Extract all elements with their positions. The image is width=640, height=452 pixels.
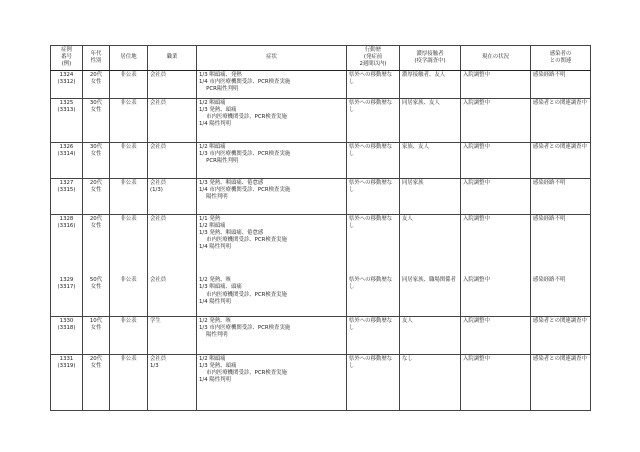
cell-age-sex: 10代 女性 bbox=[83, 316, 110, 354]
cell-case-number: 1327 (3315) bbox=[51, 178, 83, 214]
cell-age-sex: 20代 女性 bbox=[83, 70, 110, 98]
cell-age-sex: 30代 女性 bbox=[83, 142, 110, 178]
cell-symptoms: 1/2 咽頭痛 1/3 発熱、頭痛 市内医療機関受診、PCR検査実施 1/4 陽性判明 bbox=[197, 354, 347, 410]
cell-contacts: 同居家族、職場関係者 bbox=[400, 276, 461, 316]
cell-note: 感染者との関連調査中 bbox=[531, 354, 591, 410]
cell-symptoms: 1/3 発熱、咽頭痛、倦怠感 1/4 市内医療機関受診、PCR検査実施 陽性判明 bbox=[197, 178, 347, 214]
cell-age-sex: 50代 女性 bbox=[83, 276, 110, 316]
cell-note: 感染者との関連調査中 bbox=[531, 316, 591, 354]
table-header-row bbox=[51, 46, 591, 71]
header-symptoms: 症状 bbox=[197, 46, 347, 71]
cell-age-sex: 30代 女性 bbox=[83, 98, 110, 142]
cell-age-sex: 20代 女性 bbox=[83, 178, 110, 214]
cell-age-sex: 20代 女性 bbox=[83, 354, 110, 410]
cell-note: 感染経路不明 bbox=[531, 276, 591, 316]
header-current-status: 現在の状況 bbox=[461, 46, 531, 71]
cell-residence: 非公表 bbox=[110, 178, 148, 214]
cell-case-number: 1331 (3319) bbox=[51, 354, 83, 410]
cell-occupation: 学生 bbox=[148, 316, 197, 354]
cell-case-number: 1329 (3317) bbox=[51, 276, 83, 316]
table-row bbox=[51, 70, 591, 98]
cell-travel-history: 県外への移動歴なし bbox=[347, 70, 400, 98]
header-note: 感染者の との関連 bbox=[531, 46, 591, 71]
cell-case-number: 1326 (3314) bbox=[51, 142, 83, 178]
header-contacts: 濃厚接触者 (疫学調査中) bbox=[400, 46, 461, 71]
table-row bbox=[51, 142, 591, 178]
header-occupation: 職業 bbox=[148, 46, 197, 71]
table-row bbox=[51, 354, 591, 410]
cell-current-status: 入院調整中 bbox=[461, 98, 531, 142]
cell-residence: 非公表 bbox=[110, 70, 148, 98]
cell-travel-history: 県外への移動歴なし bbox=[347, 276, 400, 316]
cell-current-status: 入院調整中 bbox=[461, 70, 531, 98]
cell-contacts: 同居家族、友人 bbox=[400, 98, 461, 142]
cell-travel-history: 県外への移動歴なし bbox=[347, 214, 400, 276]
header-residence: 居住地 bbox=[110, 46, 148, 71]
cell-symptoms: 1/2 発熱、咳 1/3 市内医療機関受診、PCR検査実施 陽性判明 bbox=[197, 316, 347, 354]
cell-travel-history: 県外への移動歴なし bbox=[347, 316, 400, 354]
cell-contacts: なし bbox=[400, 354, 461, 410]
cell-residence: 非公表 bbox=[110, 214, 148, 276]
cell-current-status: 入院調整中 bbox=[461, 354, 531, 410]
cell-symptoms: 1/2 発熱、咳 1/3 咽頭痛、頭痛 市内医療機関受診、PCR検査実施 1/4 陽性判明 bbox=[197, 276, 347, 316]
cell-note: 感染経路不明 bbox=[531, 70, 591, 98]
cell-symptoms: 1/3 咽頭痛、発熱 1/4 市内医療機関受診、PCR検査実施 PCR陽性判明 bbox=[197, 70, 347, 98]
cell-current-status: 入院調整中 bbox=[461, 178, 531, 214]
header-age-sex: 年代 性別 bbox=[83, 46, 110, 71]
header-case-number: 症例 番号 (例) bbox=[51, 46, 83, 71]
cell-occupation: 会社員 bbox=[148, 70, 197, 98]
cell-case-number: 1325 (3313) bbox=[51, 98, 83, 142]
cell-occupation: 会社員 bbox=[148, 98, 197, 142]
header-travel: 行動歴 (発症前 2週間以内) bbox=[347, 46, 400, 71]
cell-occupation: 会社員 1/3 bbox=[148, 354, 197, 410]
cell-residence: 非公表 bbox=[110, 98, 148, 142]
cell-case-number: 1328 (3316) bbox=[51, 214, 83, 276]
cell-note: 感染経路不明 bbox=[531, 178, 591, 214]
cell-current-status: 入院調整中 bbox=[461, 214, 531, 276]
table-row bbox=[51, 98, 591, 142]
cell-travel-history: 県外への移動歴なし bbox=[347, 98, 400, 142]
cell-current-status: 入院調整中 bbox=[461, 276, 531, 316]
cell-travel-history: 県外への移動歴なし bbox=[347, 354, 400, 410]
cell-symptoms: 1/2 咽頭痛 1/3 市内医療機関受診、PCR検査実施 PCR陽性判明 bbox=[197, 142, 347, 178]
cell-travel-history: 県外への移動歴なし bbox=[347, 178, 400, 214]
cell-symptoms: 1/1 発熱 1/2 咽頭痛 1/3 発熱、咽頭痛、倦怠感 市内医療機関受診、PCR検査実施 1/4 陽性判明 bbox=[197, 214, 347, 276]
cell-note: 感染者との関連調査中 bbox=[531, 98, 591, 142]
table-row bbox=[51, 316, 591, 354]
cell-note: 感染者との関連調査中 bbox=[531, 142, 591, 178]
table-row bbox=[51, 276, 591, 316]
cell-age-sex: 20代 女性 bbox=[83, 214, 110, 276]
cell-case-number: 1324 (3312) bbox=[51, 70, 83, 98]
cell-current-status: 入院調整中 bbox=[461, 142, 531, 178]
cell-current-status: 入院調整中 bbox=[461, 316, 531, 354]
cell-residence: 非公表 bbox=[110, 276, 148, 316]
cell-occupation: 会社員 bbox=[148, 214, 197, 276]
cell-contacts: 友人 bbox=[400, 214, 461, 276]
cell-occupation: 会社員 bbox=[148, 142, 197, 178]
table-row bbox=[51, 178, 591, 214]
cell-residence: 非公表 bbox=[110, 142, 148, 178]
cell-residence: 非公表 bbox=[110, 354, 148, 410]
cell-note: 感染経路不明 bbox=[531, 214, 591, 276]
cell-occupation: 会社員 (1/3) bbox=[148, 178, 197, 214]
cell-contacts: 同居家族 bbox=[400, 178, 461, 214]
cell-symptoms: 1/2 咽頭痛 1/3 発熱、頭痛 市内医療機関受診、PCR検査実施 1/4 陽性判明 bbox=[197, 98, 347, 142]
cell-travel-history: 県外への移動歴なし bbox=[347, 142, 400, 178]
table-row bbox=[51, 214, 591, 276]
cell-contacts: 家族、友人 bbox=[400, 142, 461, 178]
cell-case-number: 1330 (3318) bbox=[51, 316, 83, 354]
cell-residence: 非公表 bbox=[110, 316, 148, 354]
cell-occupation: 会社員 bbox=[148, 276, 197, 316]
cell-contacts: 友人 bbox=[400, 316, 461, 354]
cell-contacts: 濃厚接触者、友人 bbox=[400, 70, 461, 98]
case-table bbox=[50, 45, 591, 411]
